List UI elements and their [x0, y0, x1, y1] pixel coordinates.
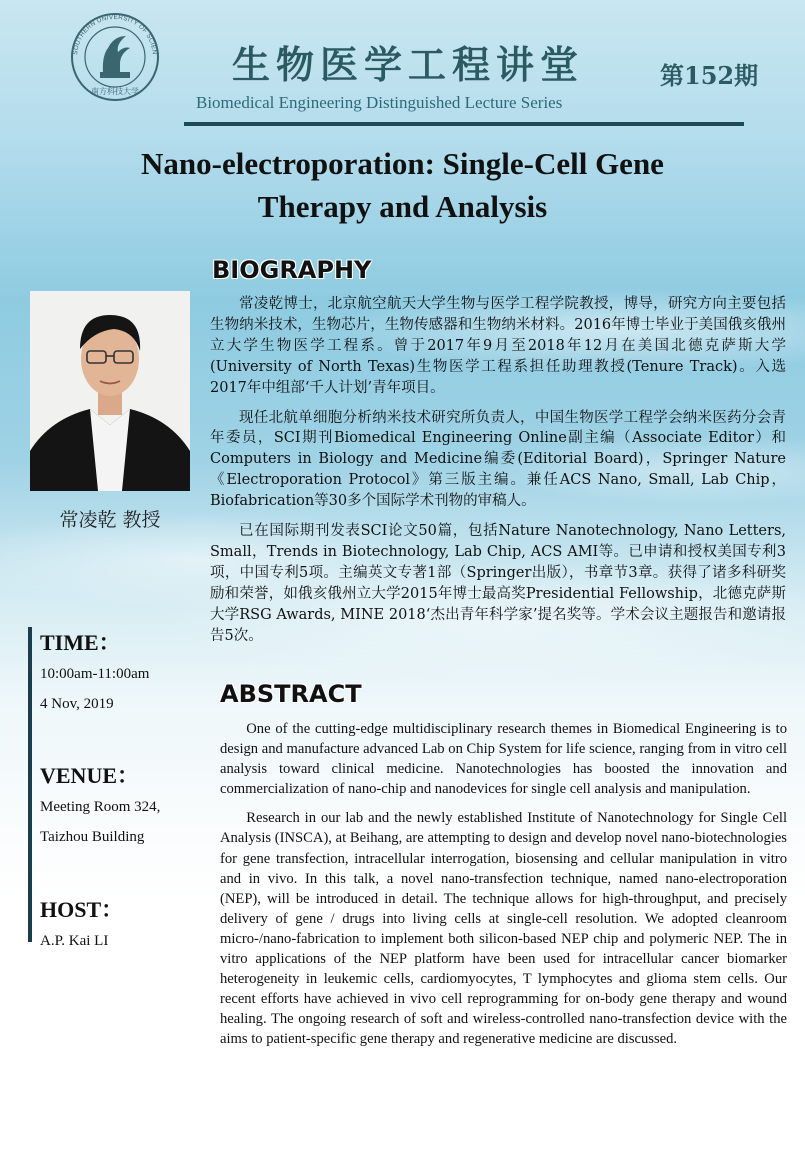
time-value: 10:00am-11:00am [40, 666, 150, 682]
abstract-paragraph: Research in our lab and the newly established Institute of Nanotechnology for Single Cell Analysis (INSCA), at Beihang, are attempting to design and develop novel nano-biotechnologies for gene transfection, intracellular interrogation, biosensing and cellular manipulation in vitro and in vivo. In this talk, a novel nano-transfection technique, named nano-electroporation (NEP), will be introduced in detail. The technique allows for high-throughput, and precisely delivery of gene / drugs into living cells at single-cell resolution. We adopted cleanroom micro-/nano-fabrication to implement both silicon-based NEP chip and polymeric NEP. The in vitro applications of the NEP platform have been used for intracellular cancer biomarker heterogeneity in leukemic cells, cardiomyocytes, T lymphocytes and glioma stem cells. Our recent efforts have achieved in vivo cell reprogramming for on-body gene therapy and wound healing. The ongoing research of soft and wireless-controlled nano-transfection device with the aims to patient-specific gene therapy and regenerative medicine are discussed. [220, 810, 787, 1048]
biography-paragraph: 已在国际期刊发表SCI论文50篇，包括Nature Nanotechnology, Nano Letters, Small，Trends in Biotechnology, Lab Chip, ACS AMI等。已申请和授权美国专利3项，中国专利5项。主编英文专著1部（Springer出版），书章节3章。获得了诸多科研奖励和荣誉，如俄亥俄州立大学2015年博士最高奖Presidential Fellowship，北德克萨斯大学RSG Awards, MINE 2018‘杰出青年科学家’提名奖等。学术会议主题报告和邀请报告5次。 [210, 523, 786, 644]
talk-title-line-2: Therapy and Analysis [257, 189, 548, 224]
speaker-name-caption: 常凌乾 教授 [59, 509, 161, 531]
header-divider [184, 122, 744, 126]
abstract-heading: ABSTRACT [220, 680, 362, 708]
abstract-paragraph: One of the cutting-edge multidisciplinary research themes in Biomedical Engineering is to design and manufacture advanced Lab on Chip System for life science, ranging from in vitro cell analysis toward clinical medicine. Nanotechnologies has boosted the innovation and commercialization of nano-chip and nanodevices for single cell analysis and manipulation. [220, 721, 787, 798]
issue-number: 第152期 [660, 61, 759, 90]
logo-arc-text: SOUTHERN UNIVERSITY OF SCIEN [72, 13, 158, 56]
biography-text [210, 294, 786, 656]
host-value: A.P. Kai LI [40, 933, 109, 949]
venue-label: VENUE： [40, 763, 140, 788]
series-chinese-title: 生物医学工程讲堂 [232, 43, 585, 87]
biography-paragraph: 现任北航单细胞分析纳米技术研究所负责人，中国生物医学工程学会纳米医药分会青年委员，SCI期刊Biomedical Engineering Online副主编（Associate Editor）和Computers in Biology and Medicine编委(Editorial Board)，Springer Nature《Electroporation Protocol》第三版主编。兼任ACS Nano, Small, Lab Chip，Biofabrication等30多个国际学术刊物的审稿人。 [210, 409, 786, 510]
biography-paragraph: 常凌乾博士，北京航空航天大学生物与医学工程学院教授，博导，研究方向主要包括生物纳米技术，生物芯片，生物传感器和生物纳米材料。2016年博士毕业于美国俄亥俄州立大学生物医学工程系。曾于2017年9月至2018年12月在美国北德克萨斯大学(University of North Texas)生物医学工程系担任助理教授(Tenure Track)。入选2017年中组部‘千人计划’青年项目。 [210, 296, 786, 396]
host-label: HOST： [40, 897, 124, 922]
biography-heading: BIOGRAPHY [212, 256, 372, 284]
info-accent-bar [28, 627, 32, 942]
venue-line-1: Meeting Room 324, [40, 799, 161, 815]
logo-motto: 南方科技大学 [91, 87, 139, 96]
venue-line-2: Taizhou Building [40, 829, 145, 845]
speaker-photo [30, 291, 190, 491]
university-logo [58, 12, 172, 102]
abstract-text [220, 719, 787, 1059]
talk-title-line-1: Nano-electroporation: Single-Cell Gene [141, 146, 664, 181]
time-label: TIME： [40, 630, 121, 655]
date-value: 4 Nov, 2019 [40, 696, 114, 712]
series-english-title: Biomedical Engineering Distinguished Lecture Series [196, 93, 563, 112]
talk-title [40, 142, 765, 228]
